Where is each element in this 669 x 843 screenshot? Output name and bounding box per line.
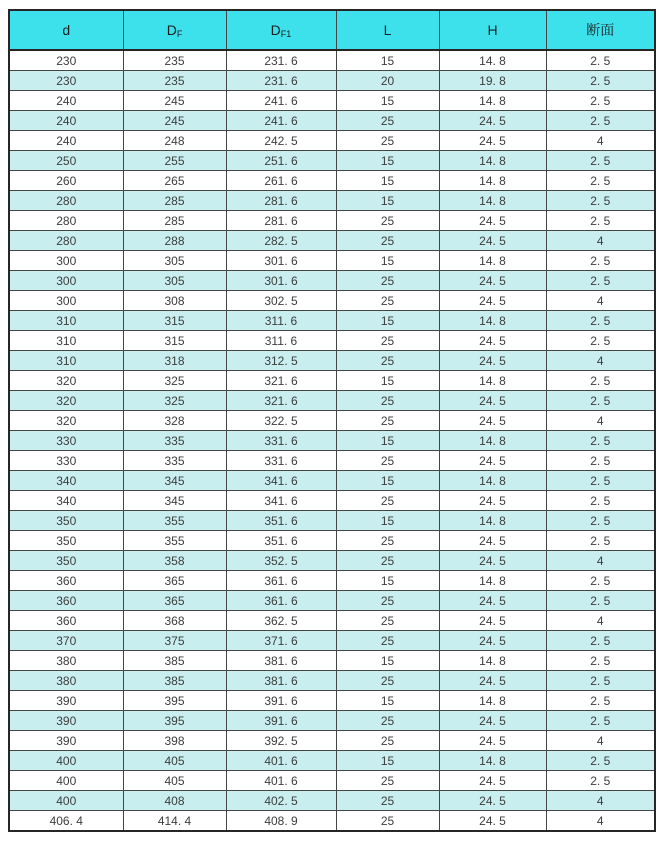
table-cell: 14. 8 [439,691,546,711]
header-cell-df [123,10,226,50]
table-row [9,291,655,311]
table-row [9,551,655,571]
table-cell: 2. 5 [546,211,655,231]
table-cell: 330 [9,431,123,451]
table-cell: 300 [9,271,123,291]
table-cell: 25 [336,811,439,832]
table-cell: 395 [123,711,226,731]
table-cell: 281. 6 [226,211,336,231]
table-cell: 406. 4 [9,811,123,832]
table-cell: 310 [9,331,123,351]
table-cell: 14. 8 [439,751,546,771]
table-row [9,651,655,671]
table-row [9,511,655,531]
table-row [9,471,655,491]
table-cell: 245 [123,111,226,131]
table-cell: 331. 6 [226,451,336,471]
table-cell: 24. 5 [439,591,546,611]
table-cell: 362. 5 [226,611,336,631]
table-cell: 24. 5 [439,551,546,571]
table-row [9,50,655,71]
table-cell: 25 [336,671,439,691]
table-cell: 2. 5 [546,771,655,791]
table-cell: 265 [123,171,226,191]
table-cell: 24. 5 [439,391,546,411]
table-cell: 358 [123,551,226,571]
table-cell: 24. 5 [439,411,546,431]
table-row [9,171,655,191]
table-cell: 405 [123,771,226,791]
table-cell: 2. 5 [546,91,655,111]
table-cell: 401. 6 [226,751,336,771]
table-cell: 4 [546,231,655,251]
table-cell: 360 [9,591,123,611]
table-cell: 400 [9,751,123,771]
table-cell: 2. 5 [546,71,655,91]
table-cell: 24. 5 [439,611,546,631]
table-cell: 25 [336,291,439,311]
table-cell: 335 [123,431,226,451]
table-cell: 25 [336,211,439,231]
table-cell: 375 [123,631,226,651]
table-cell: 312. 5 [226,351,336,371]
table-cell: 25 [336,611,439,631]
table-cell: 320 [9,371,123,391]
table-cell: 2. 5 [546,671,655,691]
table-cell: 408 [123,791,226,811]
table-cell: 322. 5 [226,411,336,431]
table-row [9,111,655,131]
table-cell: 24. 5 [439,211,546,231]
table-cell: 24. 5 [439,531,546,551]
table-row [9,231,655,251]
table-cell: 15 [336,471,439,491]
table-cell: 15 [336,751,439,771]
table-cell: 241. 6 [226,111,336,131]
table-cell: 392. 5 [226,731,336,751]
table-cell: 4 [546,791,655,811]
table-cell: 260 [9,171,123,191]
table-cell: 4 [546,351,655,371]
table-cell: 230 [9,50,123,71]
table-cell: 15 [336,571,439,591]
table-cell: 15 [336,431,439,451]
header-row [9,10,655,50]
table-cell: 305 [123,251,226,271]
header-subscript: F1 [280,28,292,39]
table-cell: 385 [123,651,226,671]
table-cell: 315 [123,311,226,331]
table-cell: 321. 6 [226,391,336,411]
table-cell: 305 [123,271,226,291]
table-cell: 360 [9,571,123,591]
table-cell: 340 [9,491,123,511]
table-cell: 248 [123,131,226,151]
table-cell: 25 [336,331,439,351]
table-cell: 351. 6 [226,531,336,551]
table-cell: 25 [336,411,439,431]
table-cell: 335 [123,451,226,471]
table-cell: 24. 5 [439,731,546,751]
table-row [9,371,655,391]
table-cell: 24. 5 [439,811,546,832]
table-cell: 4 [546,811,655,832]
table-cell: 2. 5 [546,151,655,171]
header-cell-l [336,10,439,50]
table-cell: 301. 6 [226,271,336,291]
table-cell: 14. 8 [439,651,546,671]
table-cell: 395 [123,691,226,711]
table-cell: 325 [123,371,226,391]
table-cell: 24. 5 [439,331,546,351]
table-cell: 385 [123,671,226,691]
table-row [9,151,655,171]
table-cell: 361. 6 [226,591,336,611]
table-cell: 24. 5 [439,451,546,471]
table-cell: 350 [9,511,123,531]
table-cell: 14. 8 [439,311,546,331]
header-label: D [270,21,281,38]
table-cell: 355 [123,511,226,531]
table-cell: 2. 5 [546,191,655,211]
table-cell: 231. 6 [226,71,336,91]
header-cell-d [9,10,123,50]
table-cell: 2. 5 [546,591,655,611]
table-cell: 245 [123,91,226,111]
table-cell: 325 [123,391,226,411]
table-cell: 2. 5 [546,171,655,191]
table-cell: 390 [9,691,123,711]
table-cell: 14. 8 [439,171,546,191]
table-cell: 14. 8 [439,91,546,111]
table-cell: 2. 5 [546,751,655,771]
table-cell: 321. 6 [226,371,336,391]
table-cell: 14. 8 [439,431,546,451]
table-row [9,631,655,651]
table-cell: 390 [9,731,123,751]
table-cell: 15 [336,50,439,71]
table-cell: 341. 6 [226,471,336,491]
table-cell: 2. 5 [546,311,655,331]
table-row [9,211,655,231]
table-cell: 391. 6 [226,691,336,711]
table-cell: 311. 6 [226,331,336,351]
table-row [9,731,655,751]
header-label: d [62,21,71,38]
table-cell: 24. 5 [439,111,546,131]
table-cell: 2. 5 [546,531,655,551]
table-cell: 400 [9,771,123,791]
table-cell: 15 [336,371,439,391]
table-cell: 2. 5 [546,651,655,671]
table-cell: 381. 6 [226,651,336,671]
table-cell: 14. 8 [439,50,546,71]
table-cell: 4 [546,731,655,751]
table-cell: 2. 5 [546,571,655,591]
table-cell: 288 [123,231,226,251]
table-cell: 360 [9,611,123,631]
table-cell: 15 [336,311,439,331]
table-cell: 242. 5 [226,131,336,151]
table-row [9,191,655,211]
table-cell: 365 [123,591,226,611]
table-cell: 25 [336,551,439,571]
table-cell: 350 [9,551,123,571]
table-cell: 2. 5 [546,271,655,291]
header-label: D [166,21,177,38]
table-row [9,251,655,271]
table-cell: 391. 6 [226,711,336,731]
table-row [9,431,655,451]
table-cell: 4 [546,411,655,431]
header-cell-h [439,10,546,50]
table-row [9,691,655,711]
table-row [9,771,655,791]
table-cell: 25 [336,531,439,551]
table-cell: 345 [123,471,226,491]
table-cell: 25 [336,591,439,611]
table-cell: 2. 5 [546,691,655,711]
table-row [9,351,655,371]
table-cell: 381. 6 [226,671,336,691]
table-cell: 15 [336,191,439,211]
table-cell: 365 [123,571,226,591]
table-header [9,10,655,50]
table-cell: 318 [123,351,226,371]
table-cell: 255 [123,151,226,171]
table-cell: 315 [123,331,226,351]
table-cell: 282. 5 [226,231,336,251]
table-cell: 24. 5 [439,131,546,151]
table-row [9,611,655,631]
table-cell: 280 [9,211,123,231]
table-cell: 345 [123,491,226,511]
table-row [9,571,655,591]
header-cell-section [546,10,655,50]
table-row [9,491,655,511]
table-cell: 24. 5 [439,711,546,731]
table-cell: 261. 6 [226,171,336,191]
table-cell: 25 [336,631,439,651]
table-cell: 380 [9,651,123,671]
table-cell: 14. 8 [439,571,546,591]
table-cell: 310 [9,311,123,331]
table-cell: 24. 5 [439,271,546,291]
table-cell: 25 [336,131,439,151]
table-cell: 19. 8 [439,71,546,91]
table-cell: 25 [336,351,439,371]
table-cell: 2. 5 [546,50,655,71]
table-row [9,311,655,331]
table-cell: 24. 5 [439,231,546,251]
table-cell: 15 [336,151,439,171]
table-row [9,531,655,551]
table-cell: 351. 6 [226,511,336,531]
table-cell: 4 [546,611,655,631]
table-cell: 341. 6 [226,491,336,511]
table-row [9,751,655,771]
table-cell: 361. 6 [226,571,336,591]
table-cell: 25 [336,771,439,791]
table-cell: 2. 5 [546,111,655,131]
table-cell: 350 [9,531,123,551]
table-cell: 300 [9,291,123,311]
table-cell: 15 [336,251,439,271]
table-cell: 235 [123,50,226,71]
table-cell: 14. 8 [439,471,546,491]
table-cell: 301. 6 [226,251,336,271]
table-cell: 24. 5 [439,351,546,371]
table-row [9,331,655,351]
header-cell-df1 [226,10,336,50]
table-cell: 370 [9,631,123,651]
table-cell: 20 [336,71,439,91]
table-cell: 308 [123,291,226,311]
table-cell: 311. 6 [226,311,336,331]
table-cell: 371. 6 [226,631,336,651]
table-cell: 231. 6 [226,50,336,71]
table-body [9,50,655,831]
table-cell: 280 [9,191,123,211]
table-cell: 355 [123,531,226,551]
table-cell: 340 [9,471,123,491]
table-cell: 285 [123,211,226,231]
table-cell: 414. 4 [123,811,226,832]
header-label: L [383,21,392,38]
table-cell: 25 [336,451,439,471]
table-cell: 15 [336,651,439,671]
table-cell: 352. 5 [226,551,336,571]
table-cell: 24. 5 [439,771,546,791]
table-cell: 380 [9,671,123,691]
table-row [9,711,655,731]
table-row [9,91,655,111]
table-cell: 328 [123,411,226,431]
table-cell: 398 [123,731,226,751]
table-cell: 4 [546,131,655,151]
table-cell: 4 [546,551,655,571]
table-cell: 14. 8 [439,511,546,531]
table-cell: 24. 5 [439,671,546,691]
table-row [9,411,655,431]
table-cell: 280 [9,231,123,251]
table-cell: 240 [9,131,123,151]
table-cell: 15 [336,691,439,711]
table-cell: 2. 5 [546,391,655,411]
table-cell: 390 [9,711,123,731]
table-row [9,791,655,811]
table-cell: 241. 6 [226,91,336,111]
table-cell: 281. 6 [226,191,336,211]
table-cell: 14. 8 [439,371,546,391]
table-cell: 235 [123,71,226,91]
table-cell: 310 [9,351,123,371]
table-cell: 251. 6 [226,151,336,171]
dimension-table [8,9,656,832]
table-row [9,271,655,291]
table-cell: 2. 5 [546,251,655,271]
table-row [9,391,655,411]
table-row [9,671,655,691]
table-cell: 405 [123,751,226,771]
table-row [9,811,655,832]
table-cell: 24. 5 [439,291,546,311]
table-cell: 330 [9,451,123,471]
table-cell: 2. 5 [546,711,655,731]
table-cell: 331. 6 [226,431,336,451]
table-cell: 15 [336,171,439,191]
table-cell: 320 [9,391,123,411]
table-cell: 2. 5 [546,631,655,651]
table-cell: 240 [9,91,123,111]
table-row [9,591,655,611]
table-cell: 300 [9,251,123,271]
table-cell: 302. 5 [226,291,336,311]
table-cell: 25 [336,791,439,811]
table-cell: 14. 8 [439,151,546,171]
table-cell: 25 [336,231,439,251]
table-cell: 2. 5 [546,491,655,511]
table-cell: 14. 8 [439,251,546,271]
header-label: 断面 [586,22,615,38]
table-cell: 2. 5 [546,451,655,471]
table-cell: 2. 5 [546,511,655,531]
table-cell: 25 [336,731,439,751]
table-cell: 408. 9 [226,811,336,832]
table-cell: 320 [9,411,123,431]
table-cell: 14. 8 [439,191,546,211]
table-cell: 400 [9,791,123,811]
table-cell: 24. 5 [439,631,546,651]
table-cell: 15 [336,511,439,531]
table-cell: 368 [123,611,226,631]
header-subscript: F [176,28,183,39]
table-cell: 25 [336,491,439,511]
table-cell: 402. 5 [226,791,336,811]
table-cell: 15 [336,91,439,111]
table-cell: 25 [336,111,439,131]
table-cell: 240 [9,111,123,131]
table-cell: 2. 5 [546,471,655,491]
table-cell: 2. 5 [546,331,655,351]
table-cell: 250 [9,151,123,171]
table-row [9,451,655,471]
table-cell: 4 [546,291,655,311]
table-cell: 25 [336,271,439,291]
table-cell: 25 [336,391,439,411]
table-row [9,131,655,151]
table-cell: 285 [123,191,226,211]
table-cell: 230 [9,71,123,91]
table-row [9,71,655,91]
table-cell: 24. 5 [439,791,546,811]
table-cell: 401. 6 [226,771,336,791]
table-cell: 25 [336,711,439,731]
header-label: H [487,21,498,38]
table-cell: 24. 5 [439,491,546,511]
table-cell: 2. 5 [546,431,655,451]
table-cell: 2. 5 [546,371,655,391]
